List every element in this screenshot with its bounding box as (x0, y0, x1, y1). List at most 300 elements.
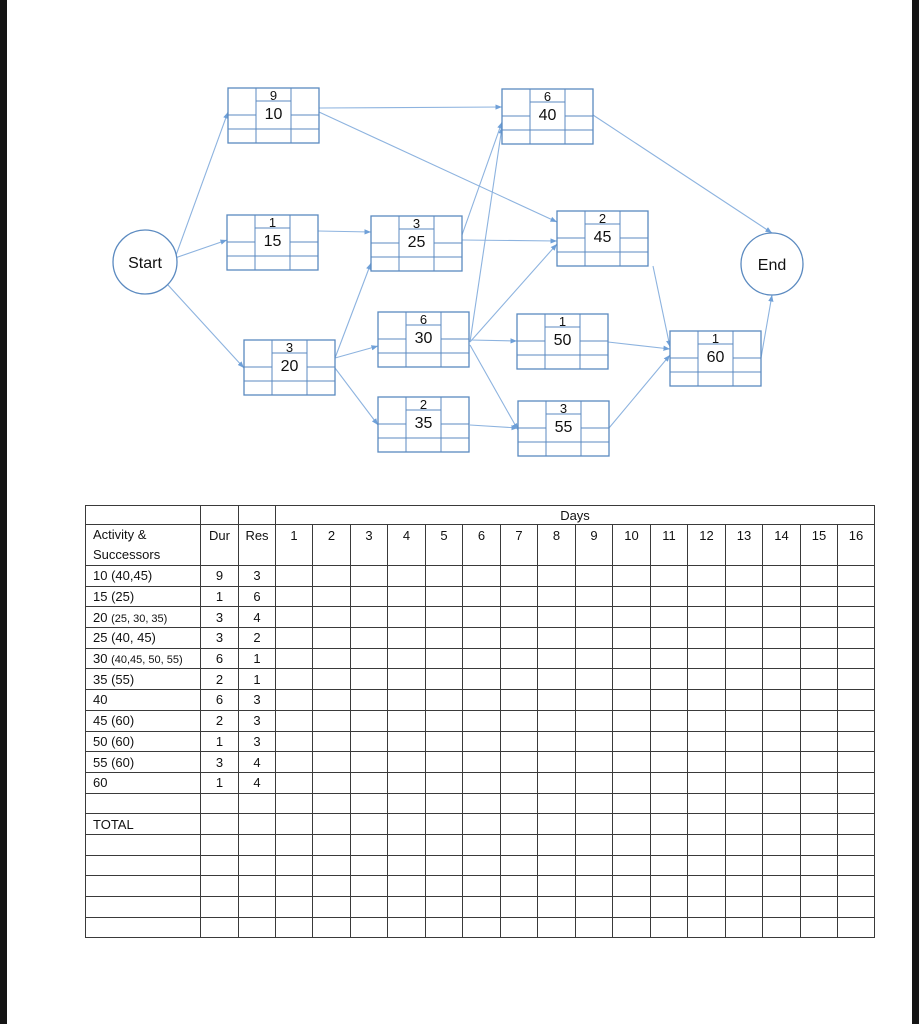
day-cell (501, 897, 538, 918)
node-id: 10 (264, 106, 283, 123)
day-cell (351, 628, 388, 649)
day-cell (426, 566, 463, 587)
day-cell (651, 628, 688, 649)
header-day-3: 3 (351, 525, 388, 566)
resource-cell (239, 876, 276, 897)
dependency-arrow (335, 368, 378, 425)
dependency-arrow (470, 127, 502, 342)
day-cell (276, 586, 313, 607)
total-row (86, 814, 875, 835)
day-cell (838, 669, 875, 690)
day-cell (501, 628, 538, 649)
node-duration: 3 (285, 340, 294, 355)
day-cell (651, 648, 688, 669)
dependency-arrow (318, 231, 371, 232)
activity-cell: 35 (55) (86, 669, 201, 690)
day-cell (613, 731, 651, 752)
day-cell (838, 710, 875, 731)
day-cell (763, 731, 801, 752)
day-cell (501, 586, 538, 607)
day-cell (576, 855, 613, 876)
dependency-arrow (470, 345, 518, 430)
day-cell (463, 834, 501, 855)
day-cell (838, 917, 875, 938)
activity-node-55 (518, 401, 609, 456)
day-cell (613, 648, 651, 669)
day-cell (313, 834, 351, 855)
day-cell (313, 731, 351, 752)
dependency-arrow (335, 263, 371, 358)
day-cell (463, 566, 501, 587)
duration-cell: 3 (201, 628, 239, 649)
day-cell (726, 793, 763, 814)
day-cell (463, 586, 501, 607)
day-cell (388, 690, 426, 711)
dependency-arrow (462, 122, 502, 235)
day-cell (801, 897, 838, 918)
day-cell (763, 566, 801, 587)
day-cell (388, 752, 426, 773)
resource-cell (239, 834, 276, 855)
day-cell (538, 793, 576, 814)
day-cell (688, 586, 726, 607)
header-day-12: 12 (688, 525, 726, 566)
day-cell (388, 855, 426, 876)
day-cell (463, 772, 501, 793)
day-cell (838, 876, 875, 897)
days-header: Days (276, 506, 875, 525)
dependency-arrow (609, 355, 670, 428)
header-day-13: 13 (726, 525, 763, 566)
day-cell (726, 710, 763, 731)
day-cell (576, 648, 613, 669)
node-id: 35 (414, 415, 433, 432)
duration-cell: 3 (201, 752, 239, 773)
day-cell (838, 607, 875, 628)
day-cell (651, 607, 688, 628)
day-cell (726, 731, 763, 752)
duration-cell (201, 855, 239, 876)
day-cell (613, 772, 651, 793)
day-cell (388, 834, 426, 855)
day-cell (426, 669, 463, 690)
header-res: Res (239, 525, 276, 566)
table-header-days-row (86, 506, 875, 525)
day-cell (838, 566, 875, 587)
header-day-6: 6 (463, 525, 501, 566)
day-cell (801, 648, 838, 669)
header-day-11: 11 (651, 525, 688, 566)
day-cell (538, 710, 576, 731)
node-duration: 6 (543, 89, 552, 104)
day-cell (501, 710, 538, 731)
empty-row (86, 834, 875, 855)
activity-node-60 (670, 331, 761, 386)
day-cell (538, 752, 576, 773)
activity-node-50 (517, 314, 608, 369)
header-blank-res (239, 506, 276, 525)
header-day-1: 1 (276, 525, 313, 566)
day-cell (538, 876, 576, 897)
day-cell (388, 648, 426, 669)
day-cell (726, 876, 763, 897)
duration-cell (201, 917, 239, 938)
duration-cell: 9 (201, 566, 239, 587)
day-cell (613, 607, 651, 628)
day-cell (613, 752, 651, 773)
activity-cell (86, 793, 201, 814)
day-cell (313, 897, 351, 918)
day-cell (801, 834, 838, 855)
day-cell (838, 586, 875, 607)
header-blank-activity (86, 506, 201, 525)
resource-cell: 4 (239, 772, 276, 793)
day-cell (538, 855, 576, 876)
day-cell (463, 690, 501, 711)
resource-cell: 3 (239, 566, 276, 587)
day-cell (613, 669, 651, 690)
day-cell (276, 876, 313, 897)
activity-cell: 25 (40, 45) (86, 628, 201, 649)
header-dur: Dur (201, 525, 239, 566)
node-id: 45 (593, 229, 612, 246)
node-duration: 2 (598, 211, 607, 226)
day-cell (651, 917, 688, 938)
activity-node-15 (227, 215, 318, 270)
day-cell (388, 566, 426, 587)
empty-row (86, 917, 875, 938)
successor-list: (25, 30, 35) (111, 612, 168, 625)
day-cell (651, 772, 688, 793)
day-cell (276, 710, 313, 731)
end-label: End (757, 257, 787, 274)
day-cell (838, 834, 875, 855)
day-cell (313, 566, 351, 587)
day-cell (688, 897, 726, 918)
resource-cell (239, 897, 276, 918)
day-cell (651, 690, 688, 711)
day-cell (276, 752, 313, 773)
day-cell (463, 731, 501, 752)
day-cell (576, 607, 613, 628)
table-row (86, 607, 875, 628)
day-cell (426, 648, 463, 669)
header-blank-dur (201, 506, 239, 525)
dependency-arrow (175, 112, 228, 258)
day-cell (463, 710, 501, 731)
header-activity-line2: Successors (93, 547, 161, 562)
day-cell (538, 648, 576, 669)
duration-cell: 1 (201, 586, 239, 607)
day-cell (538, 772, 576, 793)
day-cell (351, 731, 388, 752)
day-cell (838, 628, 875, 649)
day-cell (276, 566, 313, 587)
day-cell (313, 586, 351, 607)
day-cell (351, 855, 388, 876)
day-cell (313, 855, 351, 876)
day-cell (388, 772, 426, 793)
day-cell (576, 710, 613, 731)
day-cell (763, 752, 801, 773)
day-cell (651, 793, 688, 814)
day-cell (688, 669, 726, 690)
day-cell (651, 897, 688, 918)
node-duration: 6 (419, 312, 428, 327)
day-cell (313, 607, 351, 628)
day-cell (613, 897, 651, 918)
activity-cell (86, 855, 201, 876)
day-cell (576, 566, 613, 587)
day-cell (613, 566, 651, 587)
day-cell (538, 917, 576, 938)
activity-node-40 (502, 89, 593, 144)
day-cell (688, 814, 726, 835)
node-id: 30 (414, 330, 433, 347)
day-cell (351, 752, 388, 773)
activity-cell: 15 (25) (86, 586, 201, 607)
day-cell (763, 814, 801, 835)
day-cell (388, 897, 426, 918)
day-cell (801, 566, 838, 587)
day-cell (801, 917, 838, 938)
day-cell (726, 690, 763, 711)
day-cell (763, 628, 801, 649)
day-cell (426, 814, 463, 835)
day-cell (388, 814, 426, 835)
activity-node-25 (371, 216, 462, 271)
activity-node-20 (244, 340, 335, 395)
day-cell (763, 607, 801, 628)
day-cell (613, 690, 651, 711)
resource-cell: 4 (239, 752, 276, 773)
resource-cell (239, 917, 276, 938)
day-cell (651, 814, 688, 835)
resource-cell (239, 855, 276, 876)
day-cell (763, 834, 801, 855)
day-cell (651, 855, 688, 876)
day-cell (351, 793, 388, 814)
day-cell (426, 690, 463, 711)
day-cell (838, 690, 875, 711)
day-cell (501, 772, 538, 793)
duration-cell (201, 814, 239, 835)
day-cell (838, 793, 875, 814)
day-cell (313, 690, 351, 711)
day-cell (276, 690, 313, 711)
empty-row (86, 793, 875, 814)
start-node (113, 230, 177, 294)
day-cell (538, 690, 576, 711)
day-cell (576, 772, 613, 793)
day-cell (801, 876, 838, 897)
day-cell (576, 814, 613, 835)
header-day-2: 2 (313, 525, 351, 566)
day-cell (688, 690, 726, 711)
activity-node-35 (378, 397, 469, 452)
day-cell (576, 793, 613, 814)
day-cell (726, 752, 763, 773)
day-cell (426, 793, 463, 814)
day-cell (801, 669, 838, 690)
table-row (86, 731, 875, 752)
day-cell (276, 834, 313, 855)
day-cell (351, 648, 388, 669)
day-cell (538, 814, 576, 835)
node-id: 40 (538, 107, 557, 124)
day-cell (276, 731, 313, 752)
day-cell (351, 917, 388, 938)
table-row (86, 772, 875, 793)
day-cell (763, 690, 801, 711)
node-duration: 9 (269, 88, 278, 103)
day-cell (501, 793, 538, 814)
day-cell (538, 586, 576, 607)
day-cell (576, 586, 613, 607)
day-cell (276, 793, 313, 814)
table-row (86, 566, 875, 587)
day-cell (388, 917, 426, 938)
node-id: 15 (263, 233, 282, 250)
node-duration: 1 (558, 314, 567, 329)
day-cell (688, 917, 726, 938)
day-cell (463, 917, 501, 938)
day-cell (576, 731, 613, 752)
day-cell (801, 628, 838, 649)
resource-cell: 3 (239, 710, 276, 731)
day-cell (801, 772, 838, 793)
day-cell (313, 710, 351, 731)
day-cell (688, 834, 726, 855)
day-cell (388, 793, 426, 814)
duration-cell: 6 (201, 648, 239, 669)
total-label: TOTAL (86, 814, 201, 835)
day-cell (801, 710, 838, 731)
day-cell (463, 607, 501, 628)
day-cell (351, 566, 388, 587)
day-cell (726, 607, 763, 628)
day-cell (426, 876, 463, 897)
header-day-10: 10 (613, 525, 651, 566)
day-cell (313, 793, 351, 814)
day-cell (838, 855, 875, 876)
day-cell (313, 648, 351, 669)
activity-cell: 45 (60) (86, 710, 201, 731)
day-cell (276, 814, 313, 835)
resource-cell: 6 (239, 586, 276, 607)
day-cell (351, 690, 388, 711)
day-cell (388, 710, 426, 731)
duration-cell: 1 (201, 772, 239, 793)
day-cell (463, 648, 501, 669)
node-duration: 1 (268, 215, 277, 230)
day-cell (763, 876, 801, 897)
day-cell (426, 834, 463, 855)
day-cell (688, 710, 726, 731)
day-cell (726, 855, 763, 876)
day-cell (426, 607, 463, 628)
activity-cell: 50 (60) (86, 731, 201, 752)
day-cell (763, 710, 801, 731)
duration-cell (201, 876, 239, 897)
duration-cell: 1 (201, 731, 239, 752)
node-duration: 3 (559, 401, 568, 416)
header-day-15: 15 (801, 525, 838, 566)
table-header-row (86, 525, 875, 566)
resource-cell: 2 (239, 628, 276, 649)
day-cell (688, 855, 726, 876)
day-cell (688, 793, 726, 814)
day-cell (426, 628, 463, 649)
day-cell (388, 669, 426, 690)
activity-cell (86, 917, 201, 938)
node-duration: 2 (419, 397, 428, 412)
day-cell (426, 710, 463, 731)
day-cell (726, 566, 763, 587)
day-cell (351, 897, 388, 918)
day-cell (351, 834, 388, 855)
day-cell (276, 628, 313, 649)
duration-cell: 2 (201, 669, 239, 690)
day-cell (426, 917, 463, 938)
header-activity-line1: Activity & (93, 527, 147, 542)
day-cell (613, 834, 651, 855)
day-cell (726, 897, 763, 918)
day-cell (501, 876, 538, 897)
day-cell (351, 586, 388, 607)
day-cell (426, 752, 463, 773)
day-cell (726, 628, 763, 649)
day-cell (501, 814, 538, 835)
day-cell (801, 814, 838, 835)
dependency-arrow (470, 340, 517, 341)
day-cell (576, 917, 613, 938)
node-id: 60 (706, 349, 725, 366)
day-cell (276, 855, 313, 876)
day-cell (801, 731, 838, 752)
day-cell (426, 772, 463, 793)
day-cell (838, 752, 875, 773)
dependency-arrow (470, 425, 518, 428)
node-id: 55 (554, 419, 573, 436)
day-cell (688, 731, 726, 752)
dependency-arrow (608, 342, 670, 349)
day-cell (276, 897, 313, 918)
day-cell (576, 752, 613, 773)
day-cell (463, 669, 501, 690)
day-cell (801, 793, 838, 814)
activity-node-45 (557, 211, 648, 266)
table-row (86, 710, 875, 731)
day-cell (613, 814, 651, 835)
day-cell (838, 772, 875, 793)
day-cell (388, 628, 426, 649)
day-cell (613, 917, 651, 938)
day-cell (763, 772, 801, 793)
dependency-arrow (462, 240, 557, 241)
day-cell (426, 731, 463, 752)
header-day-5: 5 (426, 525, 463, 566)
day-cell (501, 731, 538, 752)
table-row (86, 648, 875, 669)
day-cell (538, 731, 576, 752)
day-cell (576, 876, 613, 897)
activity-cell: 60 (86, 772, 201, 793)
day-cell (351, 772, 388, 793)
node-id: 25 (407, 234, 426, 251)
day-cell (538, 897, 576, 918)
day-cell (463, 793, 501, 814)
